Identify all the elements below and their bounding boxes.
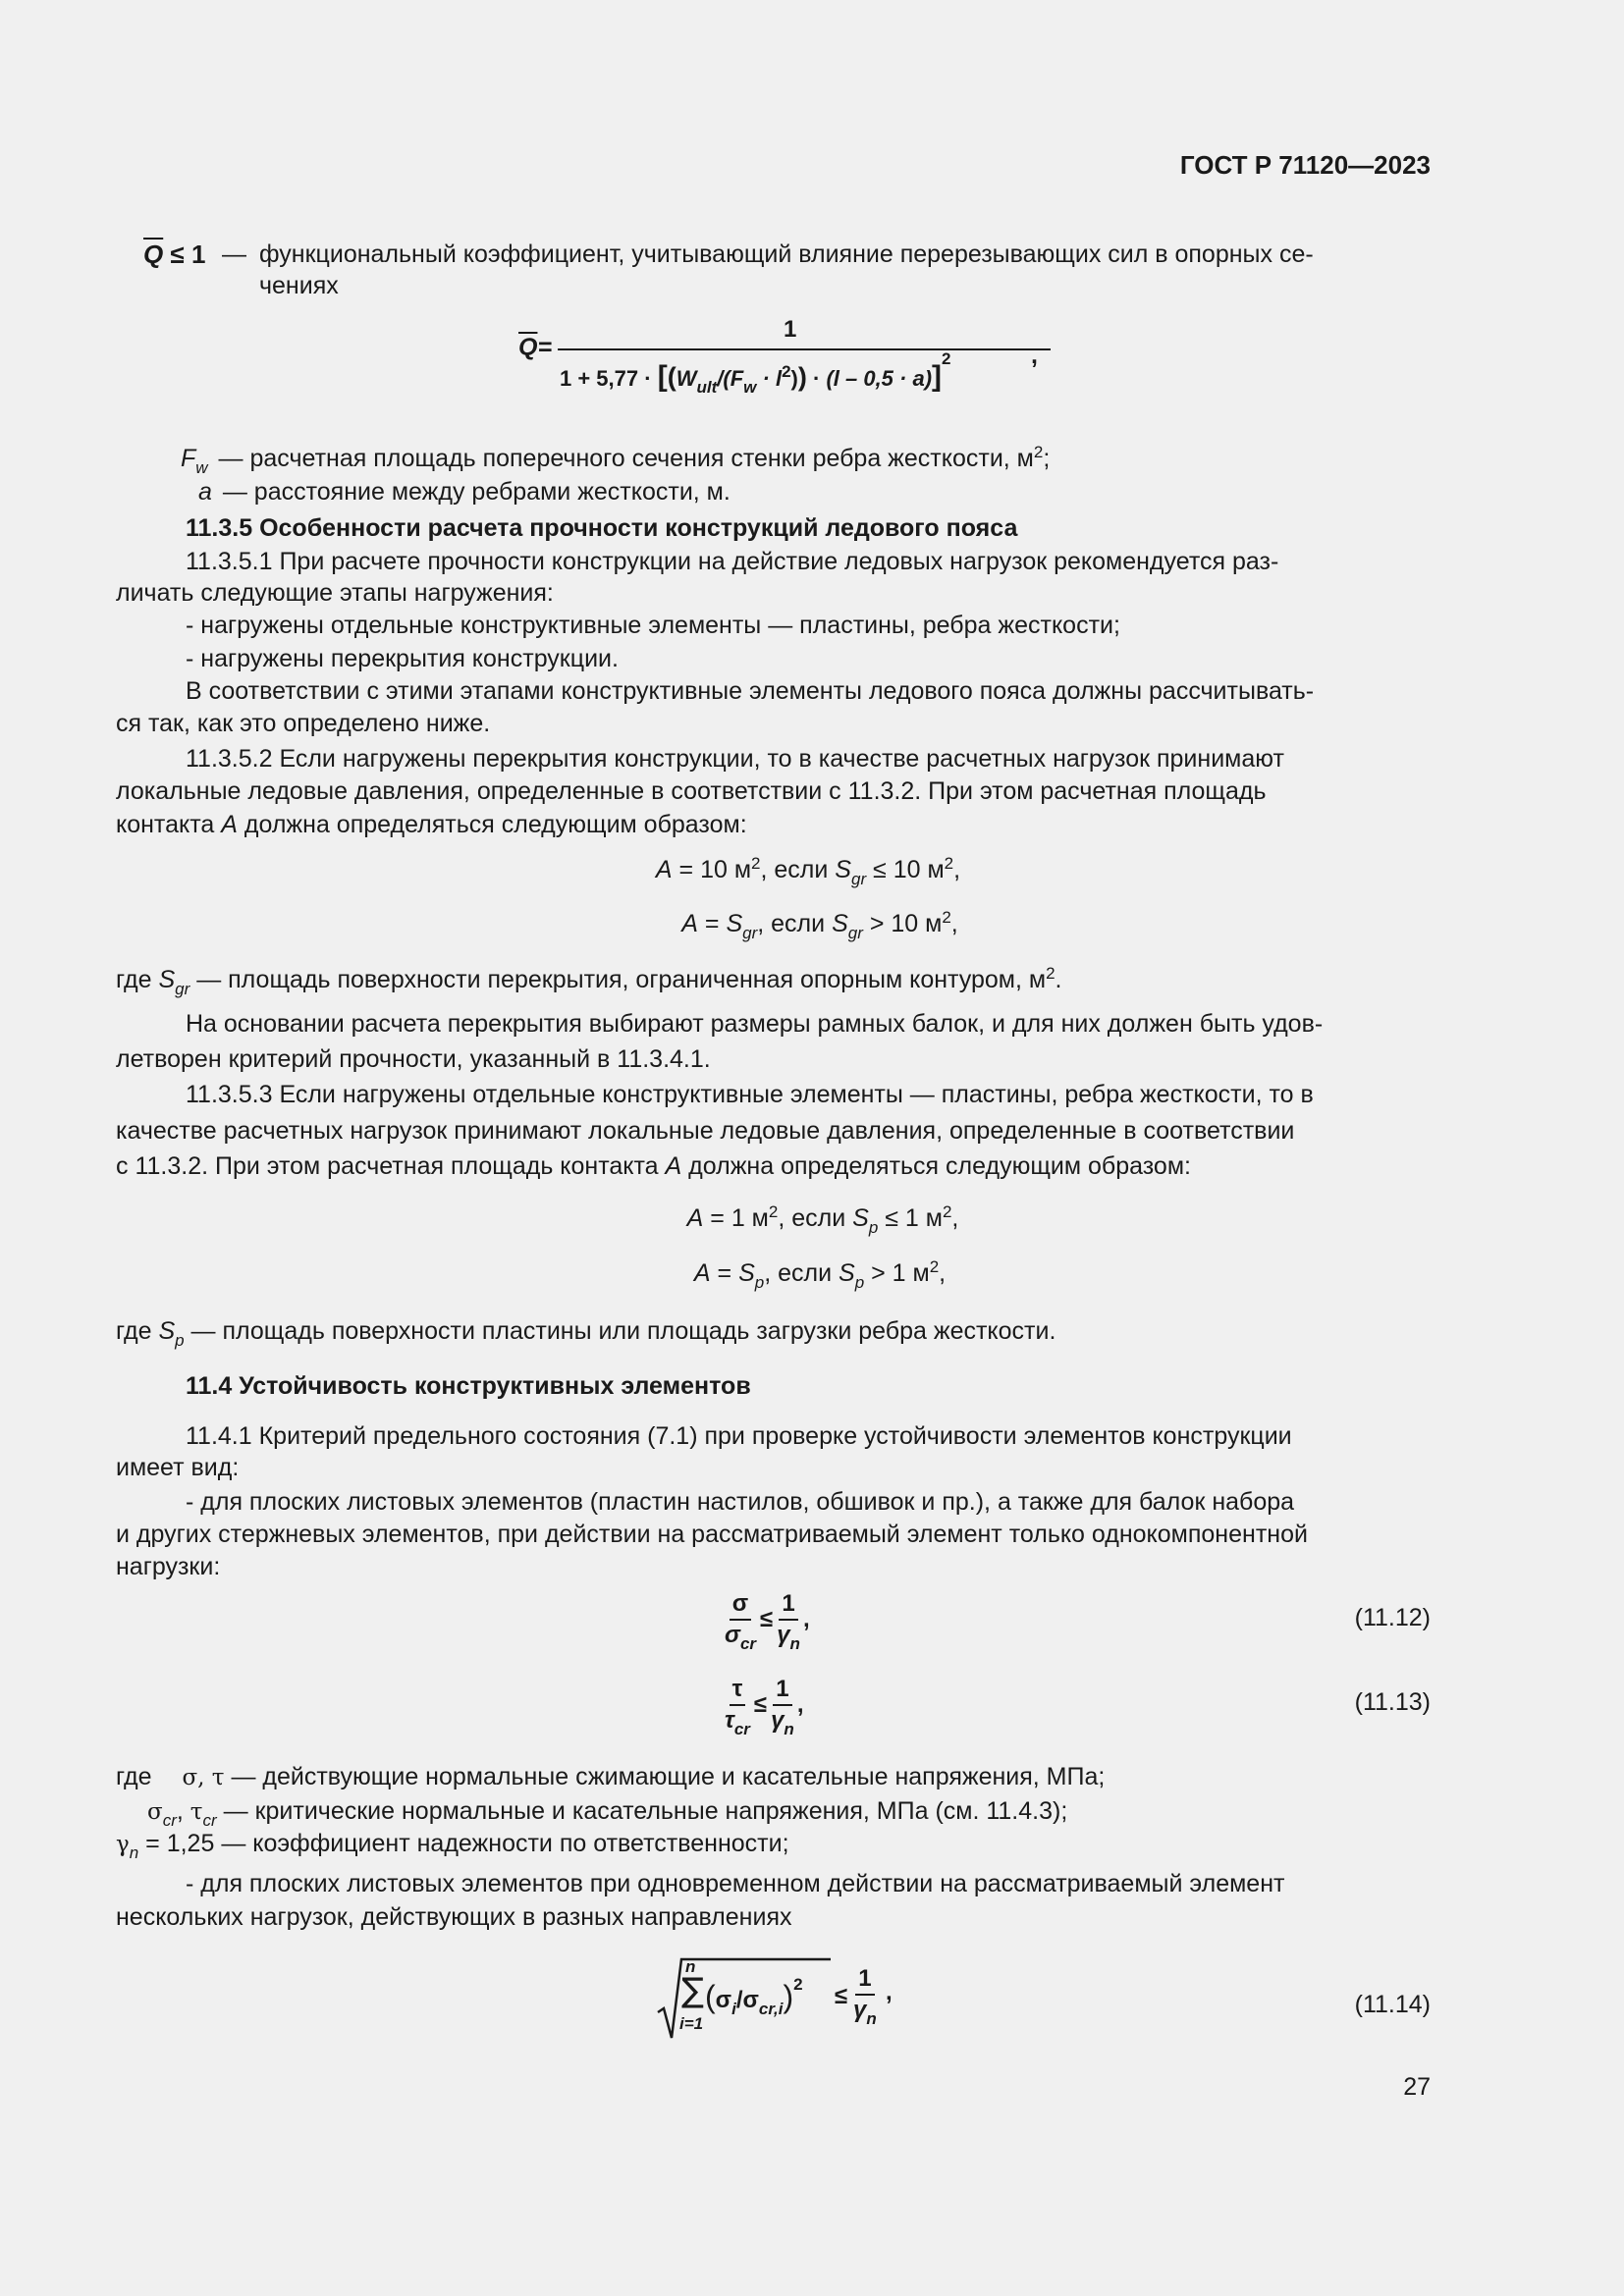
eq13-le: ≤ [753,1691,768,1718]
equation-number-11-14: (11.14) [1354,1991,1431,2018]
eq12-rhs-frac [774,1590,803,1653]
q-bar-symbol: $\overline{Q}$ [143,240,164,269]
para-11-3-5-2-l3b: A [221,811,238,838]
where-sp-text: — площадь поверхности пластины или площадь загрузки ребра жесткости. [184,1317,1056,1345]
eq2-t1: = [697,910,727,937]
para-11-3-5-2-line3 [116,809,747,840]
eq3-a: A [686,1204,704,1232]
where-sgr-lead: где [116,966,159,993]
eq3-t2: , если [778,1204,853,1232]
page-number: 27 [1403,2073,1431,2101]
where-sgr-sub: gr [175,980,190,998]
eq14-sum-top: n [685,1957,696,1976]
where-sgr-S: S [158,966,176,993]
where-crit-s1sub: cr [162,1811,177,1830]
equation-number-11-13: (11.13) [1354,1688,1431,1716]
where-sigma-lead: где [116,1763,152,1790]
para-stages-line2: ся так, как это определено ниже. [116,710,491,737]
where-gamma-text: = 1,25 — коэффициент надежности по ответственности; [138,1830,789,1857]
def-a-symbol: a [198,478,212,506]
equation-area-2 [0,908,1624,942]
eq14-rden: γ [853,1997,867,2023]
eq4-a: A [693,1259,711,1287]
eq4-s1: 2 [929,1257,940,1276]
eq14-slash: / [735,1987,743,2013]
eq2-sub1: gr [742,924,758,942]
where-critical [147,1795,1067,1828]
equation-area-1 [0,854,1624,888]
eq1-t4: , [953,856,961,883]
eq3-t4: , [951,1204,959,1232]
eq14-rden-sub: n [866,2009,877,2028]
eq13-num: τ [730,1676,746,1706]
bullet-multi-line2: нескольких нагрузок, действующих в разных направлениях [116,1903,792,1931]
para-11-4-1-line2: имеет вид: [116,1454,240,1481]
eq2-s1: 2 [942,908,951,927]
eq3-t1: = 1 м [703,1204,769,1232]
eq2-a: A [681,910,698,937]
eq12-den-sub: cr [739,1634,757,1653]
eq14-rnum: 1 [855,1965,874,1996]
formula-q-f-sub: w [743,378,757,397]
eq2-sub2: gr [847,924,863,942]
eq14-sig2: σ [742,1987,759,2013]
eq4-t1: = [710,1259,739,1287]
eq14-comma: , [886,1979,893,2005]
eq4-sub2: p [854,1273,865,1292]
eq14-sup: 2 [793,1975,803,1994]
eq4-t3: > 1 м [864,1259,930,1287]
bullet-2: - нагружены перекрытия конструкции. [186,645,619,672]
para-11-3-5-2-l3a: контакта [116,811,222,838]
where-crit-text: — критические нормальные и касательные напряжения, МПа (см. 11.4.3); [216,1797,1068,1825]
eq12-den: σ [725,1622,740,1648]
eq4-sub1: p [754,1273,765,1292]
def-fw-sub: w [195,458,208,477]
para-11-3-5-3-line1: 11.3.5.3 Если нагружены отдельные конструктивные элементы — пластины, ребра жесткости, то в [186,1081,1314,1108]
def-fw-symbol: F [181,445,196,472]
formula-q-denominator: $1 + 5,77 \cdot [(W_{ult}/(F_w \cdot l^2)) \cdot (l - 0,5 \cdot a)]^2$ [560,349,951,397]
eq12-le: ≤ [760,1606,774,1632]
eq1-a: A [655,856,673,883]
eq14-sum: ∑ [681,1971,704,2010]
eq1-t3: ≤ 10 м [866,856,945,883]
eq12-num: σ [730,1590,751,1621]
eq14-le: ≤ [835,1983,848,2009]
eq4-t4: , [939,1259,947,1287]
where-sgr-text: — площадь поверхности перекрытия, ограниченная опорным контуром, м [189,966,1047,993]
eq4-S2: S [839,1259,855,1287]
formula-q-dot2: · [812,366,821,391]
eq2-S1: S [726,910,743,937]
eq13-rhs-frac [768,1676,797,1738]
eq1-s2: 2 [944,854,954,873]
bullet-flat-line2: и других стержневых элементов, при действии на рассматриваемый элемент только однокомпонентной [116,1521,1308,1548]
eq12-rden-sub: n [789,1634,800,1653]
equation-11-12 [722,1590,810,1653]
def-a-text: — расстояние между ребрами жесткости, м. [222,478,731,506]
para-11-3-5-1-line1: 11.3.5.1 При расчете прочности конструкции на действие ледовых нагрузок рекомендуется раз- [186,548,1279,575]
eq14-isub: i [731,2000,736,2018]
para-frames-line2: летворен критерий прочности, указанный в 11.3.4.1. [116,1045,711,1073]
formula-q-paren2: (l – 0,5 · a) [826,366,933,391]
eq12-rnum: 1 [779,1590,797,1621]
eq14-rhs-frac [850,1965,880,2028]
para-stages-line1: В соответствии с этими этапами конструктивные элементы ледового пояса должны рассчитывать- [186,677,1315,705]
formula-q-w: W [676,366,697,391]
formula-q-l-sup: 2 [782,362,791,381]
where-crit-s1: σ [147,1799,163,1825]
eq1-t1: = 10 м [672,856,752,883]
eq2-t3: > 10 м [862,910,943,937]
def-a [198,476,731,507]
equation-area-4 [0,1257,1624,1292]
where-sp-lead: где [116,1317,159,1345]
formula-q-f: /(F [717,366,744,391]
bullet-flat-line3: нагрузки: [116,1553,221,1580]
where-sp-sub: p [175,1331,185,1350]
formula-q-eq: = [538,334,553,361]
where-sgr-tail: . [1055,966,1062,993]
q-symbol-def [143,239,205,270]
formula-q-lhs: $\overline{Q}$ [518,334,538,361]
eq3-t3: ≤ 1 м [878,1204,943,1232]
formula-q-comma: , [1031,342,1038,369]
eq14-rp: ) [783,1979,794,2014]
bullet-flat-line1: - для плоских листовых элементов (пластин настилов, обшивок и пр.), а также для балок набора [186,1488,1295,1516]
formula-q-w-sub: ult [696,378,718,397]
where-sigma-tau [116,1761,1105,1793]
equation-number-11-12: (11.12) [1354,1604,1431,1631]
para-11-3-5-3-line3 [116,1150,1191,1182]
eq3-S: S [852,1204,869,1232]
para-11-3-5-3-l3b: A [665,1152,682,1180]
heading-11-3-5: 11.3.5 Особенности расчета прочности конструкций ледового пояса [186,514,1018,542]
eq12-comma: , [802,1606,810,1632]
eq13-den-sub: cr [733,1720,750,1738]
def-fw-text: — расчетная площадь поперечного сечения стенки ребра жесткости, м [218,445,1034,472]
eq13-rden: γ [771,1707,785,1734]
eq2-S2: S [832,910,848,937]
eq14-sub2: cr,i [758,2000,784,2018]
eq13-den: τ [725,1707,734,1734]
para-11-3-5-2-line2: локальные ледовые давления, определенные в соответствии с 11.3.2. При этом расчетная площадь [116,777,1267,805]
para-11-3-5-3-l3a: с 11.3.2. При этом расчетная площадь контакта [116,1152,666,1180]
equation-11-13 [722,1676,804,1738]
formula-q-l: · l [762,366,783,391]
document-id: ГОСТ Р 71120—2023 [1179,150,1431,180]
eq3-s2: 2 [942,1202,952,1221]
para-11-3-5-3-l3c: должна определяться следующим образом: [681,1152,1191,1180]
q-definition-line2: чениях [259,272,339,299]
bullet-1: - нагружены отдельные конструктивные элементы — пластины, ребра жесткости; [186,612,1120,639]
heading-11-4: 11.4 Устойчивость конструктивных элементов [186,1372,751,1400]
eq14-sig: σ [715,1987,732,2013]
equation-11-14 [656,1953,911,2042]
eq12-rden: γ [777,1622,790,1648]
formula-q-den-a: 1 + 5,77 · [560,366,652,391]
where-sgr [116,964,1062,998]
eq3-s1: 2 [768,1202,779,1221]
formula-q-close: ) [790,366,798,391]
eq1-S: S [835,856,851,883]
eq2-t4: , [950,910,958,937]
eq13-lhs-frac [722,1676,753,1738]
formula-q-fraction-line [558,348,1051,350]
eq13-comma: , [796,1691,804,1718]
eq14-lp: ( [705,1979,716,2014]
q-definition-line1: функциональный коэффициент, учитывающий влияние перерезывающих сил в опорных се- [259,240,1314,268]
formula-q-num: 1 [784,316,797,343]
where-crit-s2sub: cr [202,1811,217,1830]
para-11-3-5-2-l3c: должна определяться следующим образом: [237,811,747,838]
where-gamma-sub: n [129,1843,139,1862]
eq4-t2: , если [764,1259,839,1287]
eq14-sum-bot: i=1 [679,2014,704,2033]
eq13-rnum: 1 [773,1676,791,1706]
eq13-rden-sub: n [784,1720,794,1738]
eq3-sub: p [868,1218,879,1237]
where-sgr-sup: 2 [1046,964,1056,983]
where-sigma-sym: σ, τ [182,1765,225,1790]
formula-q-outer-sup: 2 [942,349,951,368]
def-fw-sup: 2 [1033,443,1044,461]
where-crit-sep: , [176,1797,190,1825]
eq1-t2: , если [760,856,836,883]
para-11-3-5-2-line1: 11.3.5.2 Если нагружены перекрытия конструкции, то в качестве расчетных нагрузок принимают [186,745,1284,773]
formula-q [518,316,1038,414]
def-fw [181,443,1051,477]
para-frames-line1: На основании расчета перекрытия выбирают размеры рамных балок, и для них должен быть удов- [186,1010,1324,1038]
where-sigma-text: — действующие нормальные сжимающие и касательные напряжения, МПа; [231,1763,1106,1790]
para-11-4-1-line1: 11.4.1 Критерий предельного состояния (7.1) при проверке устойчивости элементов конструкции [186,1422,1292,1450]
where-gamma-s: γ [116,1832,130,1857]
para-11-3-5-3-line2: качестве расчетных нагрузок принимают локальные ледовые давления, определенные в соответствии [116,1117,1295,1145]
def-fw-tail: ; [1043,445,1051,472]
bullet-multi-line1: - для плоских листовых элементов при одновременном действии на рассматриваемый элемент [186,1870,1285,1897]
eq12-lhs-frac [722,1590,759,1653]
where-sp [116,1315,1056,1350]
where-sp-S: S [158,1317,176,1345]
eq1-sub: gr [850,870,867,888]
eq14-body [705,1975,803,2018]
q-relation: ≤ 1 [170,240,206,269]
where-gamma [116,1828,789,1860]
eq4-S1: S [738,1259,755,1287]
eq1-s1: 2 [751,854,761,873]
para-11-3-5-1-line2: личать следующие этапы нагружения: [116,579,554,607]
equation-area-3 [0,1202,1624,1237]
q-dash: — [222,240,246,268]
where-crit-s2: τ [189,1799,203,1825]
eq2-t2: , если [757,910,833,937]
